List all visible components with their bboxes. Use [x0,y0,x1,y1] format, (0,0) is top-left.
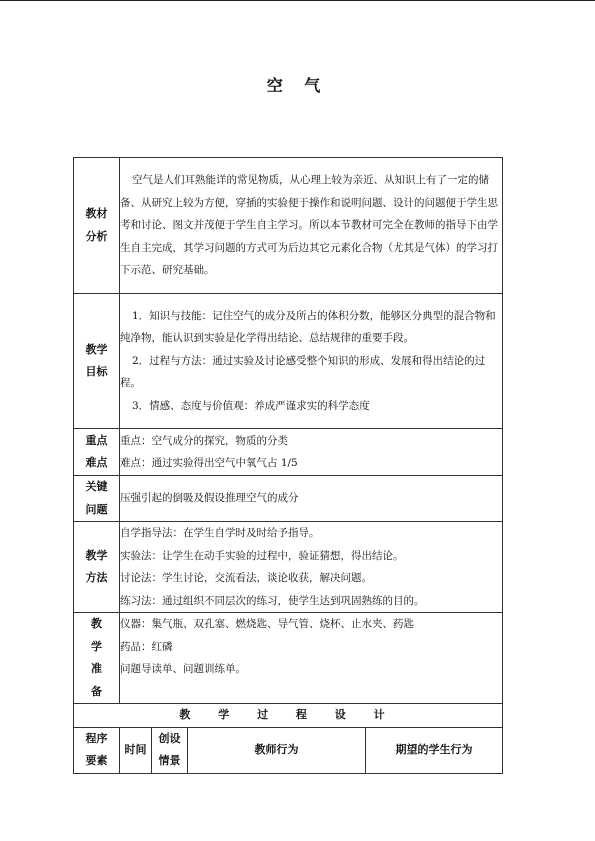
section-row-teaching-objectives [74,294,503,429]
header-time: 时间 [120,727,152,773]
section-content [120,613,503,704]
header-scenario: 创设 情景 [152,727,188,773]
section-row-teaching-preparation [74,613,503,704]
top-rule [0,0,595,1]
section-row-key-questions [74,476,503,522]
paragraph: 仪器：集气瓶、双孔塞、燃烧匙、导气管、烧杯、止水夹、药匙 [120,618,414,630]
header-teacher-behavior: 教师行为 [188,727,366,773]
section-label: 教学 目标 [74,294,120,429]
header-procedure: 程序 要素 [74,727,120,773]
header-student-behavior: 期望的学生行为 [366,727,503,773]
section-row-material-analysis [74,158,503,294]
section-label: 教 学 准 备 [74,613,120,704]
section-content [120,522,503,613]
paragraph: 药品：红磷 [120,640,173,653]
paragraph: 问题导读单、问题训练单。 [120,663,246,675]
section-label: 教学 方法 [74,522,120,613]
paragraph: 实验法：让学生在动手实验的过程中，验证猜想，得出结论。 [120,549,404,562]
process-title-row [74,704,503,728]
paragraph: 3．情感、态度与价值观：养成严谨求实的科学态度 [132,399,370,412]
section-row-key-points [74,429,503,476]
paragraph: 压强引起的倒吸及假设推理空气的成分 [120,492,299,505]
paragraph: 练习法：通过组织不同层次的练习，使学生达到巩固熟练的目的。 [120,594,425,607]
section-label: 关键 问题 [74,476,120,522]
paragraph: 讨论法：学生讨论，交流看法，谈论收获，解决问题。 [120,572,372,584]
paragraph: 空气是人们耳熟能详的常见物质，从心理上较为亲近、从知识上有了一定的储备、从研究上较为方便，穿插的实验便于操作和说明问题、设计的问题便于学生思考和讨论、图文并茂便于学生自主学习。所以本节教材可完全在教师的指导下由学生自主完成，其学习问题的方式可为后边其它元素化合物（尤其是气体）的学习打下示范、研究基础。 [120,174,498,277]
section-label: 重点 难点 [74,429,120,476]
page-title: 空 气 [266,76,329,95]
paragraph: 2．过程与方法：通过实验及讨论感受整个知识的形成、发展和得出结论的过程。 [120,354,486,390]
process-title: 教 学 过 程 设 计 [74,704,503,728]
paragraph: 重点：空气成分的探究，物质的分类 [120,434,288,447]
paragraph: 难点：通过实验得出空气中氧气占 1/5 [120,457,298,469]
process-header-row [74,727,503,773]
section-label: 教材 分析 [74,158,120,294]
section-row-teaching-methods [74,522,503,613]
section-content [120,429,503,476]
paragraph: 自学指导法：在学生自学时及时给予指导。 [120,527,320,539]
lesson-plan-table [73,157,503,774]
section-content [120,158,503,294]
section-content [120,294,503,429]
section-content [120,476,503,522]
paragraph: 1．知识与技能：记住空气的成分及所占的体积分数，能够区分典型的混合物和纯净物，能认识到实验是化学得出结论、总结规律的重要手段。 [120,309,496,345]
